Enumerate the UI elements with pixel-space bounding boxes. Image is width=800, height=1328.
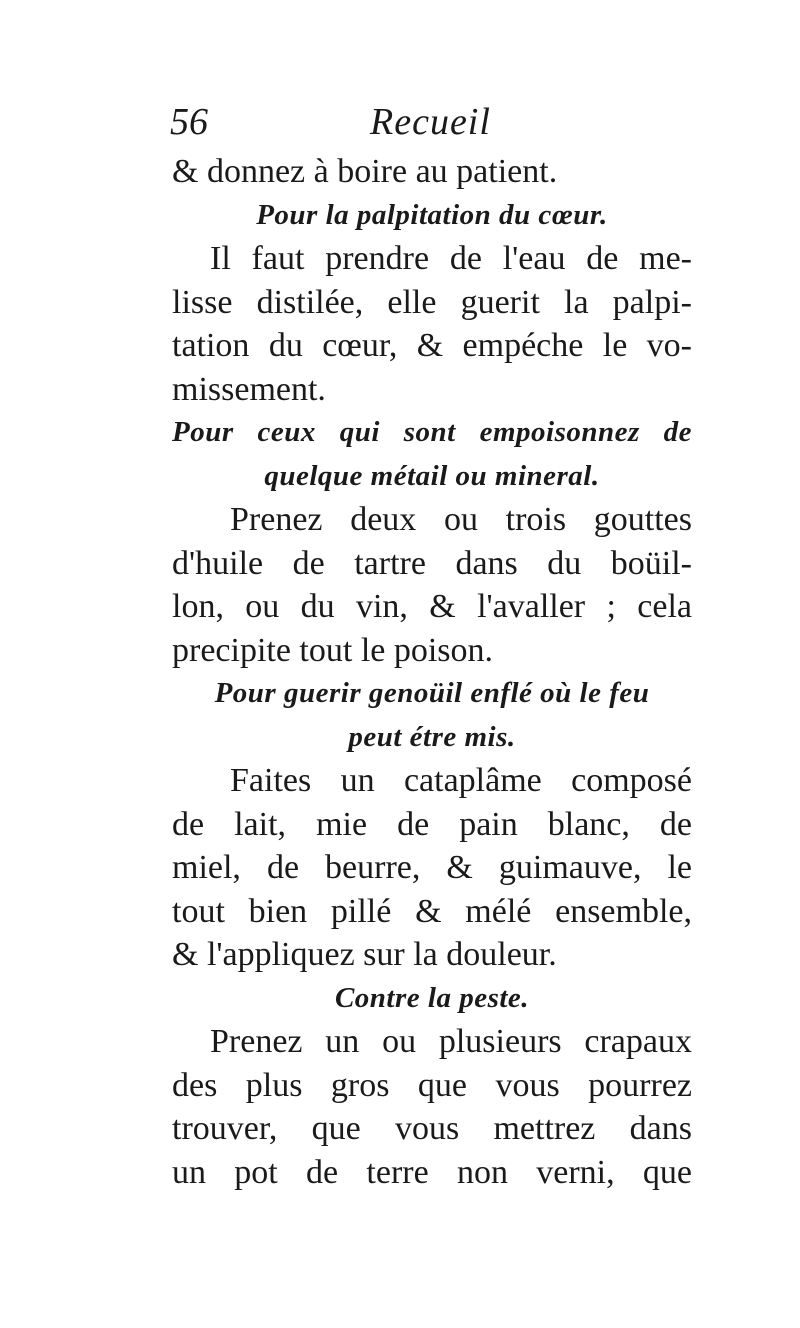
text-line: lon, ou du vin, & l'avaller ; cela bbox=[172, 588, 692, 625]
text-line: d'huile de tartre dans du boüil- bbox=[172, 544, 692, 582]
text-line: miel, de beurre, & guimauve, le bbox=[172, 849, 692, 886]
text-line: tation du cœur, & empéche le vo- bbox=[172, 327, 692, 364]
text-line: trouver, que vous mettrez dans bbox=[172, 1110, 692, 1147]
text-line: precipite tout le poison. bbox=[172, 631, 494, 669]
section-heading: quelque métail ou mineral. bbox=[264, 459, 600, 492]
section-heading: peut étre mis. bbox=[348, 720, 516, 753]
text-line: Prenez un ou plusieurs crapaux bbox=[210, 1023, 692, 1060]
text-line: lisse distilée, elle guerit la palpi- bbox=[172, 283, 692, 321]
section-heading: Contre la peste. bbox=[334, 981, 530, 1014]
text-line: Il faut prendre de l'eau de me- bbox=[210, 240, 692, 277]
text-line: & donnez à boire au patient. bbox=[172, 153, 558, 190]
page-header bbox=[170, 100, 690, 150]
text-line: des plus gros que vous pourrez bbox=[172, 1066, 692, 1104]
text-line: de lait, mie de pain blanc, de bbox=[172, 805, 692, 843]
text-line: un pot de terre non verni, que bbox=[172, 1153, 692, 1191]
running-title: Recueil bbox=[370, 101, 491, 143]
text-line: & l'appliquez sur la douleur. bbox=[172, 936, 557, 973]
text-line: missement. bbox=[172, 370, 326, 408]
section-heading: Pour la palpitation du cœur. bbox=[256, 198, 608, 231]
text-line: tout bien pillé & mélé ensemble, bbox=[172, 892, 692, 930]
section-heading: Pour ceux qui sont empoisonnez de bbox=[172, 416, 692, 448]
text-line: Faites un cataplâme composé bbox=[230, 762, 692, 799]
text-line: Prenez deux ou trois gouttes bbox=[230, 501, 692, 538]
section-heading: Pour guerir genoüil enflé où le feu bbox=[214, 677, 650, 709]
page-number: 56 bbox=[170, 101, 208, 143]
body-text bbox=[172, 150, 692, 1194]
